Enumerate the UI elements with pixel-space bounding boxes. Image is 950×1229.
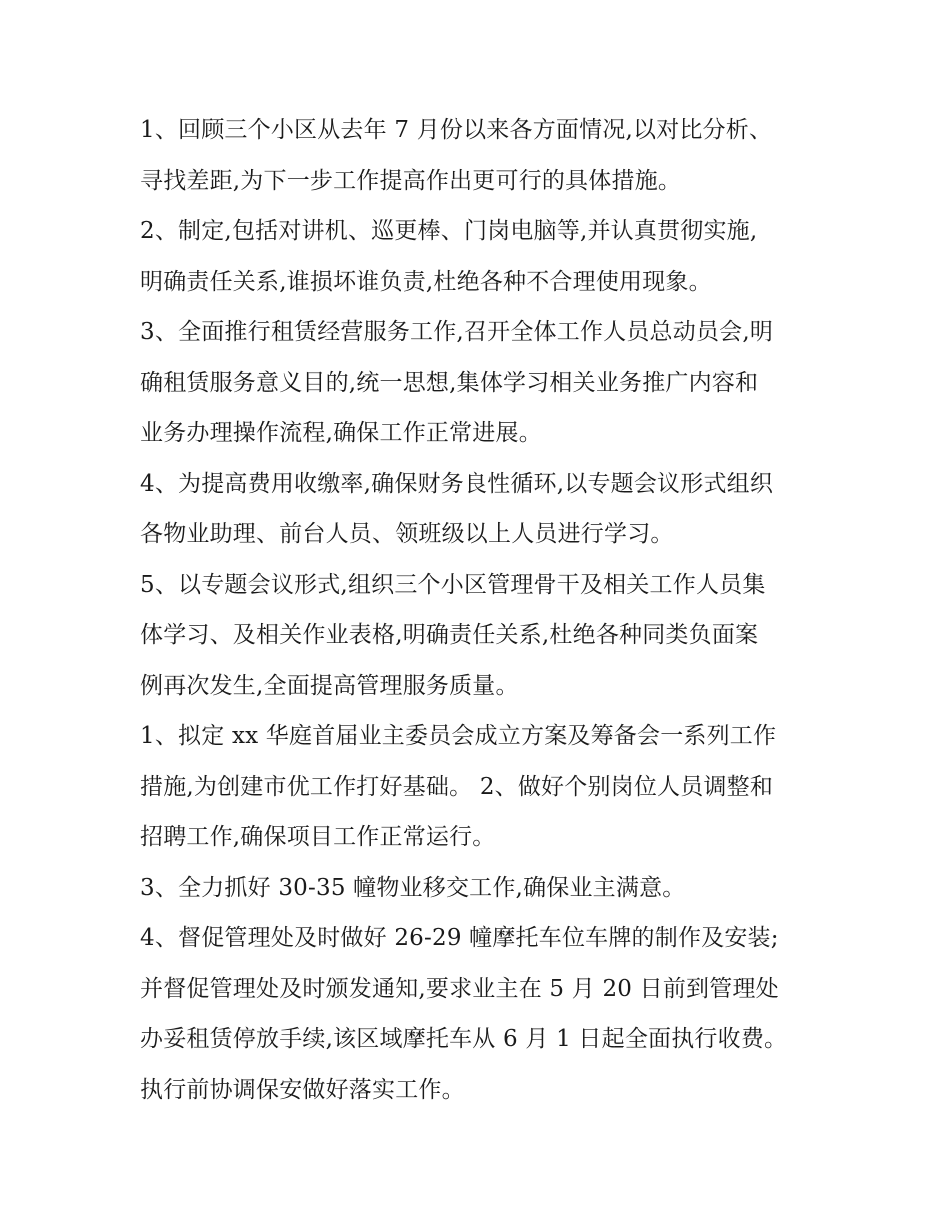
text-line: 4、督促管理处及时做好 26-29 幢摩托车位车牌的制作及安装; (140, 925, 779, 951)
text-line: 1、拟定 xx 华庭首届业主委员会成立方案及筹备会一系列工作 (140, 723, 777, 749)
document-body (140, 105, 820, 1115)
text-line: 并督促管理处及时颁发通知,要求业主在 5 月 20 日前到管理处 (140, 975, 779, 1002)
text-line: 3、全面推行租赁经营服务工作,召开全体工作人员总动员会,明 (140, 319, 774, 345)
text-line: 明确责任关系,谁损坏谁负责,杜绝各种不合理使用现象。 (140, 268, 712, 295)
text-line: 办妥租赁停放手续,该区域摩托车从 6 月 1 日起全面执行收费。 (140, 1026, 788, 1052)
text-line: 寻找差距,为下一步工作提高作出更可行的具体措施。 (140, 167, 682, 194)
text-line: 业务办理操作流程,确保工作正常进展。 (140, 420, 542, 446)
text-line: 体学习、及相关作业表格,明确责任关系,杜绝各种同类负面案 (140, 622, 759, 648)
text-line: 3、全力抓好 30-35 幢物业移交工作,确保业主满意。 (140, 874, 686, 901)
text-line: 确租赁服务意义目的,统一思想,集体学习相关业务推广内容和 (140, 369, 759, 396)
text-line: 4、为提高费用收缴率,确保财务良性循环,以专题会议形式组织 (140, 470, 774, 497)
text-line: 措施,为创建市优工作打好基础。 2、做好个别岗位人员调整和 (140, 773, 774, 800)
text-line: 1、回顾三个小区从去年 7 月份以来各方面情况,以对比分析、 (140, 117, 773, 143)
text-line: 执行前协调保安做好落实工作。 (140, 1076, 465, 1103)
text-line: 各物业助理、前台人员、领班级以上人员进行学习。 (140, 521, 674, 547)
text-line: 5、以专题会议形式,组织三个小区管理骨干及相关工作人员集 (140, 571, 766, 598)
text-line: 2、制定,包括对讲机、巡更棒、门岗电脑等,并认真贯彻实施, (140, 218, 758, 244)
text-line: 例再次发生,全面提高管理服务质量。 (140, 672, 519, 699)
text-line: 招聘工作,确保项目工作正常运行。 (140, 824, 496, 850)
